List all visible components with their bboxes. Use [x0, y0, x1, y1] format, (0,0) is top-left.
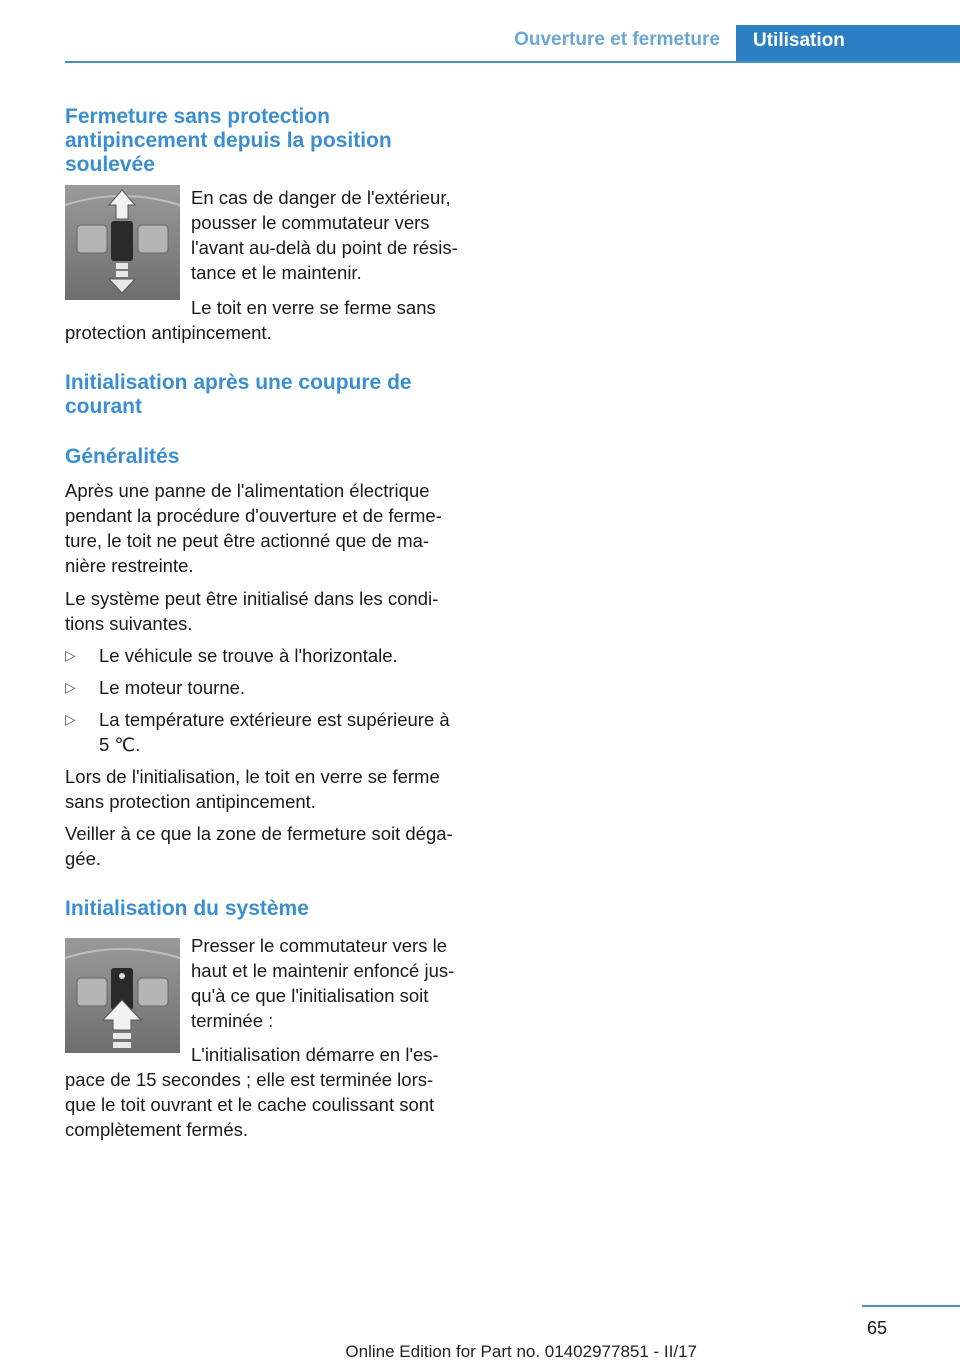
- subsection-title-initialisation-systeme: Initialisation du système: [65, 897, 309, 920]
- header-tab-label: Utilisation: [753, 30, 845, 51]
- triangle-bullet-icon: ▷: [65, 711, 76, 727]
- section3-paragraph-2: Le système peut être initialisé dans les condi- tions suivantes.: [65, 588, 439, 634]
- section1-paragraph-1: En cas de danger de l'extérieur, pousser le commutateur vers l'avant au-delà du point de résis- tance et le maintenir.: [191, 187, 458, 283]
- section-title-initialisation: Initialisation après une coupure de courant: [65, 371, 412, 418]
- triangle-bullet-icon: ▷: [65, 647, 76, 663]
- section4-paragraph-2-rest: pace de 15 secondes ; elle est terminée lors- que le toit ouvrant et le cache coulissant sont complètement fermés.: [65, 1069, 435, 1140]
- header-tab-utilisation: [736, 25, 960, 61]
- section4-paragraph-1: Presser le commutateur vers le haut et le maintenir enfoncé jus- qu'à ce que l'initialisation soit terminée :: [191, 935, 455, 1031]
- section3-paragraph-3: Lors de l'initialisation, le toit en verre se ferme sans protection antipincement.: [65, 766, 440, 812]
- section4-paragraph-2-line1: L'initialisation démarre en l'es-: [191, 1044, 439, 1065]
- page-number: 65: [866, 1318, 887, 1338]
- header-section-title: Ouverture et fermeture: [514, 29, 720, 50]
- section-title-closing: Fermeture sans protection antipincement depuis la position soulevée: [65, 105, 392, 176]
- roof-switch-push-forward-icon: [65, 185, 180, 300]
- subsection-title-generalites: Généralités: [65, 445, 180, 468]
- section3-paragraph-1: Après une panne de l'alimentation électrique pendant la procédure d'ouverture et de ferme- ture, le toit ne peut être actionné que de ma- nière restreinte.: [65, 480, 442, 576]
- section1-paragraph-2-line1: Le toit en verre se ferme sans: [191, 297, 436, 318]
- footer-edition: Online Edition for Part no. 01402977851 - II/17: [345, 1342, 697, 1361]
- header-divider: [65, 61, 960, 63]
- triangle-bullet-icon: ▷: [65, 679, 76, 695]
- list-item: ▷ La température extérieure est supérieure à 5 ℃.: [65, 709, 450, 755]
- footer-divider: [862, 1305, 960, 1307]
- section1-paragraph-2-line2: protection antipincement.: [65, 322, 272, 343]
- section3-paragraph-4: Veiller à ce que la zone de fermeture soit déga- gée.: [65, 823, 453, 869]
- roof-switch-press-up-icon: [65, 938, 180, 1053]
